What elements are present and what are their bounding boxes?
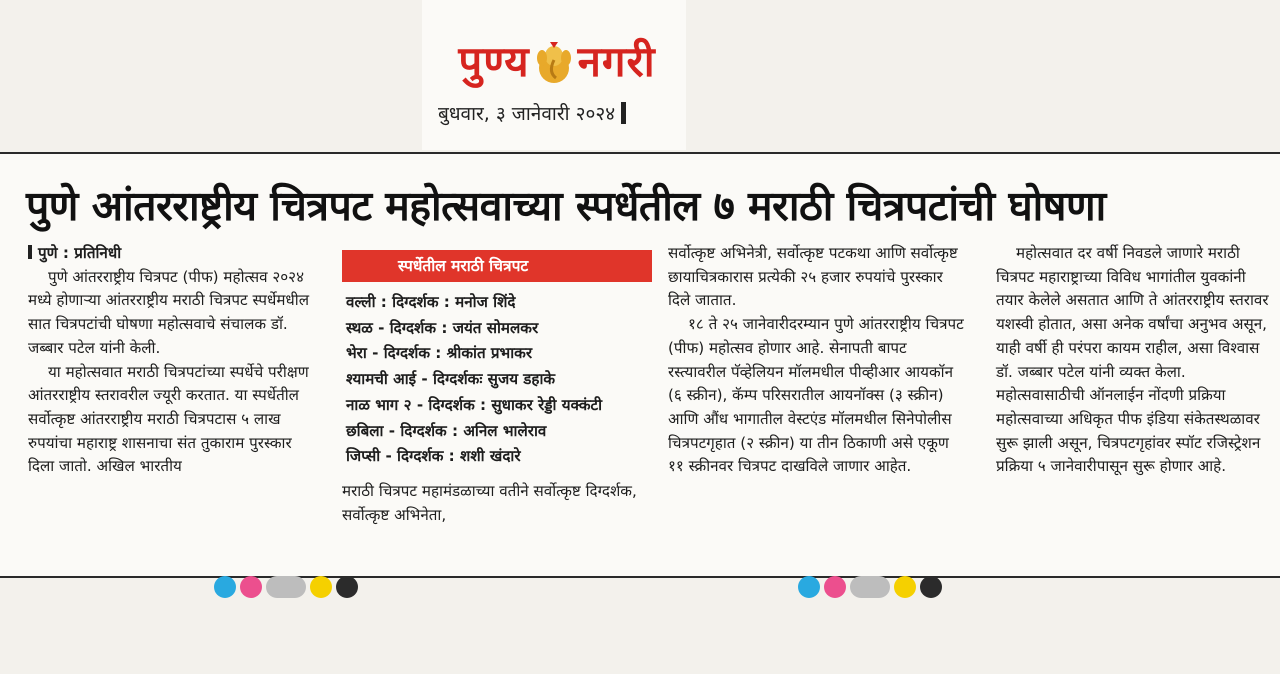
- article-column-4: [996, 242, 1274, 479]
- publication-date-text: बुधवार, ३ जानेवारी २०२४: [438, 103, 616, 125]
- registration-dot: [266, 576, 306, 598]
- article-column-2: [342, 242, 652, 527]
- ganesha-icon: [534, 38, 574, 86]
- dateline: पुणे : प्रतिनिधी: [28, 242, 320, 266]
- film-list-title: स्पर्धेतील मराठी चित्रपट: [342, 250, 652, 282]
- film-item: वल्ली : दिग्दर्शक : मनोज शिंदे: [346, 293, 516, 311]
- registration-dot: [798, 576, 820, 598]
- registration-dot: [920, 576, 942, 598]
- registration-dot: [850, 576, 890, 598]
- film-list: [342, 290, 652, 470]
- registration-dot: [310, 576, 332, 598]
- registration-dot: [824, 576, 846, 598]
- film-item: भेरा - दिग्दर्शक : श्रीकांत प्रभाकर: [346, 344, 533, 363]
- paragraph-venues: १८ ते २५ जानेवारीदरम्यान पुणे आंतरराष्ट्रीय चित्रपट (पीफ) महोत्सव होणार आहे. सेनापती बापट रस्त्यावरील पॅव्हेलियन मॉलमधील पीव्हीआर आयकॉन (६ स्क्रीन), कॅम्प परिसरातील आयनॉक्स (३ स्क्रीन) आणि औंध भागातील वेस्टएंड मॉलमधील सिनेपोलीस चित्रपटगृहात (२ स्क्रीन) या तीन ठिकाणी असे एकूण ११ स्क्रीनवर चित्रपट दाखविले जाणार आहेत.: [668, 315, 964, 476]
- article-headline: पुणे आंतरराष्ट्रीय चित्रपट महोत्सवाच्या स्पर्धेतील ७ मराठी चित्रपटांची घोषणा: [26, 182, 1106, 230]
- film-item: श्यामची आई - दिग्दर्शकः सुजय डहाके: [346, 370, 556, 389]
- article-column-1: [28, 242, 320, 479]
- registration-marks-left: [214, 576, 358, 598]
- registration-dot: [336, 576, 358, 598]
- registration-dot: [894, 576, 916, 598]
- film-item: छबिला - दिग्दर्शक : अनिल भालेराव: [346, 421, 547, 440]
- logo-right-word: नगरी: [577, 37, 656, 86]
- paragraph-awards-start: मराठी चित्रपट महामंडळाच्या वतीने सर्वोत्कृष्ट दिग्दर्शक, सर्वोत्कृष्ट अभिनेता,: [342, 481, 637, 524]
- registration-marks-right: [798, 576, 942, 598]
- film-item: नाळ भाग २ - दिग्दर्शक : सुधाकर रेड्डी यक्कंटी: [346, 395, 603, 414]
- paragraph-awards-end: सर्वोत्कृष्ट अभिनेत्री, सर्वोत्कृष्ट पटकथा आणि सर्वोत्कृष्ट छायाचित्रकारास प्रत्येकी २५ हजार रुपयांचे पुरस्कार दिले जातात.: [668, 244, 958, 310]
- paragraph-tradition: महोत्सवात दर वर्षी निवडले जाणारे मराठी चित्रपट महाराष्ट्राच्या विविध भागांतील युवकांनी तयार केलेले असतात आणि ते आंतरराष्ट्रीय स्तरावर यशस्वी होतात, असा अनेक वर्षांचा अनुभव असून, याही वर्षी ही परंपरा कायम राहील, असा विश्वास डॉ. जब्बार पटेल यांनी व्यक्त केला. महोत्सवासाठीची ऑनलाईन नोंदणी प्रक्रिया महोत्सवाच्या अधिकृत पीफ इंडिया संकेतस्थळावर सुरू झाली असून, चित्रपटगृहांवर स्पॉट रजिस्ट्रेशन प्रक्रिया ५ जानेवारीपासून सुरू होणार आहे.: [996, 244, 1269, 476]
- paragraph-intro: पुणे आंतरराष्ट्रीय चित्रपट (पीफ) महोत्सव २०२४ मध्ये होणाऱ्या आंतरराष्ट्रीय मराठी चित्रपट स्पर्धेमधील सात चित्रपटांची घोषणा महोत्सवाचे संचालक डॉ. जब्बार पटेल यांनी केली.: [28, 267, 309, 357]
- logo-left-word: पुण्य: [458, 37, 530, 86]
- registration-dot: [240, 576, 262, 598]
- registration-dot: [214, 576, 236, 598]
- newspaper-masthead: [422, 0, 686, 150]
- date-bar: [621, 102, 626, 124]
- publication-date: [438, 98, 678, 128]
- film-item: स्थळ - दिग्दर्शक : जयंत सोमलकर: [346, 318, 539, 337]
- paragraph-jury: या महोत्सवात मराठी चित्रपटांच्या स्पर्धेचे परीक्षण आंतरराष्ट्रीय स्तरावरील ज्यूरी करतात. या स्पर्धेतील सर्वोत्कृष्ट आंतरराष्ट्रीय मराठी चित्रपटास ५ लाख रुपयांचा महाराष्ट्र शासनाचा संत तुकाराम पुरस्कार दिला जातो. अखिल भारतीय: [28, 362, 309, 476]
- news-clipping: [0, 152, 1280, 578]
- newspaper-logo: [432, 30, 682, 94]
- film-item: जिप्सी - दिग्दर्शक : शशी खंदारे: [346, 447, 521, 466]
- article-column-3: [668, 242, 968, 479]
